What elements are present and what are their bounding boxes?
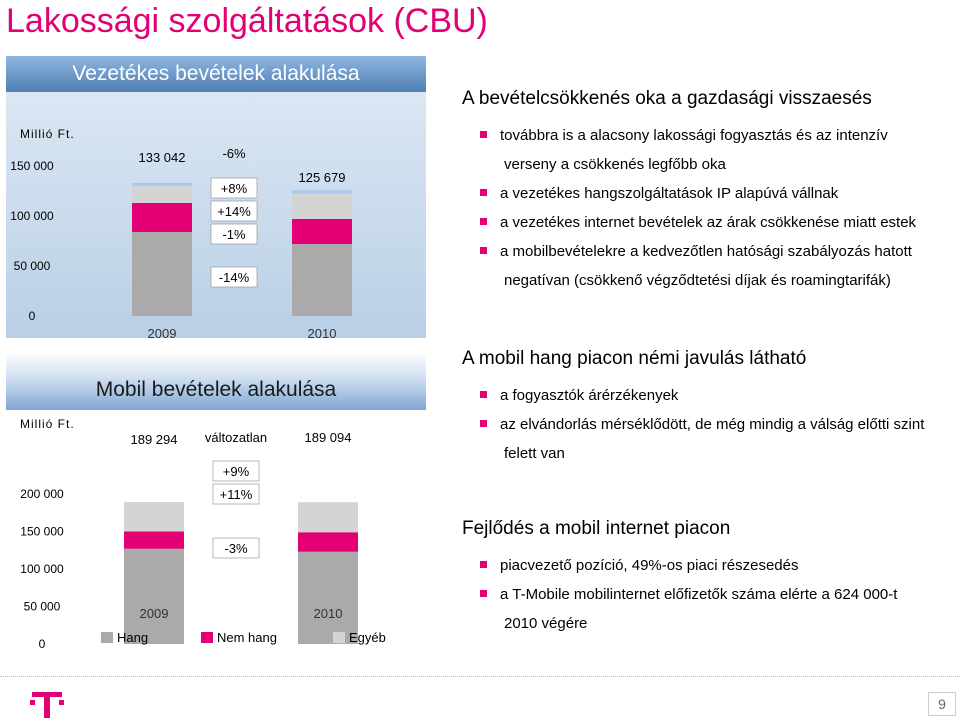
undefined-legend-swatch xyxy=(333,632,345,643)
undefined-ytick-label: 0 xyxy=(38,637,46,651)
fixed-revenue-chart-title: Vezetékes bevételek alakulása xyxy=(6,56,426,92)
right-bullet-line xyxy=(480,581,897,609)
undefined-annotation: -14% xyxy=(218,270,250,285)
undefined-ytick-label: 100 000 xyxy=(10,209,54,223)
fixed-revenue-panel xyxy=(6,56,426,341)
undefined-legend-label: Nem hang xyxy=(217,630,277,645)
bullet-text: verseny a csökkenés legfőbb oka xyxy=(504,156,726,173)
undefined-bar-egyéb-2010 xyxy=(298,502,358,532)
undefined-category-label: 2009 xyxy=(139,606,169,621)
bullet-square-icon xyxy=(480,561,487,568)
undefined-legend-label: Egyéb xyxy=(349,630,386,645)
bullet-text: a vezetékes hangszolgáltatások IP alapúvá vállnak xyxy=(500,185,839,202)
bullet-text: továbbra is a alacsony lakossági fogyasztás és az intenzív xyxy=(500,127,888,144)
undefined-bar-hang-2010 xyxy=(292,244,352,316)
undefined-bar-egyéb-2009 xyxy=(124,502,184,531)
bullet-square-icon xyxy=(480,420,487,427)
bullet-text: a vezetékes internet bevételek az árak csökkenése miatt estek xyxy=(500,214,917,231)
right-bullet-line xyxy=(480,411,924,439)
bullet-text: a T-Mobile mobilinternet előfizetők száma elérte a 624 000-t xyxy=(500,586,898,603)
undefined-annotation: +8% xyxy=(220,181,248,196)
undefined-annotation: változatlan xyxy=(204,430,268,445)
undefined-ylabel: Millió Ft. xyxy=(20,127,75,141)
right-heading-2: A mobil hang piacon némi javulás látható xyxy=(462,348,807,369)
undefined-legend-label: Hang xyxy=(117,630,149,645)
fixed-revenue-chart xyxy=(6,92,426,341)
mobile-revenue-chart-area xyxy=(6,410,426,652)
undefined-ytick-label: 100 000 xyxy=(20,562,64,576)
undefined-bar-tv-2009 xyxy=(132,186,192,203)
undefined-annotation: -3% xyxy=(224,541,248,556)
bullet-square-icon xyxy=(480,218,487,225)
undefined-category-label: 2010 xyxy=(313,606,343,621)
undefined-annotation: -6% xyxy=(222,146,246,161)
undefined-category-label: 2009 xyxy=(147,326,177,341)
undefined-total-label: 133 042 xyxy=(138,150,186,165)
undefined-legend-swatch xyxy=(201,632,213,643)
bullet-square-icon xyxy=(480,391,487,398)
page-number: 9 xyxy=(928,692,956,716)
undefined-ytick-label: 200 000 xyxy=(20,487,64,501)
right-bullet-line xyxy=(504,440,565,468)
bullet-square-icon xyxy=(480,247,487,254)
undefined-total-label: 189 094 xyxy=(304,430,352,445)
undefined-bar-internet-2009 xyxy=(132,203,192,232)
undefined-ytick-label: 150 000 xyxy=(10,159,54,173)
fixed-revenue-chart-area xyxy=(6,92,426,341)
bullet-text: 2010 végére xyxy=(504,615,588,632)
undefined-bar-hang-2009 xyxy=(132,232,192,316)
mobile-revenue-chart-title: Mobil bevételek alakulása xyxy=(6,352,426,410)
bullet-text: felett van xyxy=(504,445,565,462)
undefined-legend-swatch xyxy=(101,632,113,643)
mobile-revenue-panel xyxy=(6,352,426,652)
right-bullet-line xyxy=(480,209,916,237)
undefined-annotation: -1% xyxy=(222,227,246,242)
bullet-text: a mobilbevételekre a kedvezőtlen hatósági szabályozás hatott xyxy=(500,243,912,260)
undefined-bar-internet-2010 xyxy=(292,219,352,244)
bullet-square-icon xyxy=(480,590,487,597)
bullet-text: a fogyasztók árérzékenyek xyxy=(500,387,679,404)
undefined-total-label: 125 679 xyxy=(298,170,346,185)
right-bullet-line xyxy=(480,180,838,208)
mobile-revenue-chart xyxy=(6,410,426,652)
t-logo-icon xyxy=(30,690,64,718)
right-bullet-line xyxy=(480,552,799,580)
right-heading-1: A bevételcsökkenés oka a gazdasági visszaesés xyxy=(462,88,872,109)
bullet-text: az elvándorlás mérséklődött, de még mindig a válság előtti szint xyxy=(500,416,925,433)
undefined-annotation: +9% xyxy=(222,464,250,479)
right-bullet-line xyxy=(480,238,912,266)
undefined-bar-nem-hang-2009 xyxy=(124,532,184,549)
undefined-bar-tv-2010 xyxy=(292,194,352,220)
undefined-bar-nem-hang-2010 xyxy=(298,532,358,552)
undefined-ytick-label: 0 xyxy=(28,309,36,323)
undefined-ytick-label: 50 000 xyxy=(23,599,61,614)
right-bullet-line xyxy=(504,610,587,638)
right-heading-3: Fejlődés a mobil internet piacon xyxy=(462,518,731,539)
undefined-annotation: +11% xyxy=(219,487,253,502)
page-title: Lakossági szolgáltatások (CBU) xyxy=(6,2,488,40)
bullet-square-icon xyxy=(480,189,487,196)
bullet-text: piacvezető pozíció, 49%-os piaci részesedés xyxy=(500,557,799,574)
undefined-category-label: 2010 xyxy=(307,326,337,341)
undefined-annotation: +14% xyxy=(217,204,251,219)
right-bullet-line xyxy=(480,382,678,410)
undefined-ylabel: Millió Ft. xyxy=(20,417,75,431)
footer-divider xyxy=(0,676,960,677)
right-bullet-line xyxy=(504,151,726,179)
bullet-text: negatívan (csökkenő végződtetési díjak és roamingtarifák) xyxy=(504,272,891,289)
undefined-ytick-label: 50 000 xyxy=(13,259,51,273)
undefined-bar-egyéb-2009 xyxy=(132,183,192,186)
right-bullet-line xyxy=(480,122,888,150)
undefined-ytick-label: 150 000 xyxy=(20,524,64,539)
bullet-square-icon xyxy=(480,131,487,138)
undefined-bar-egyéb-2010 xyxy=(292,190,352,193)
right-bullet-line xyxy=(504,267,891,295)
undefined-total-label: 189 294 xyxy=(130,432,178,447)
